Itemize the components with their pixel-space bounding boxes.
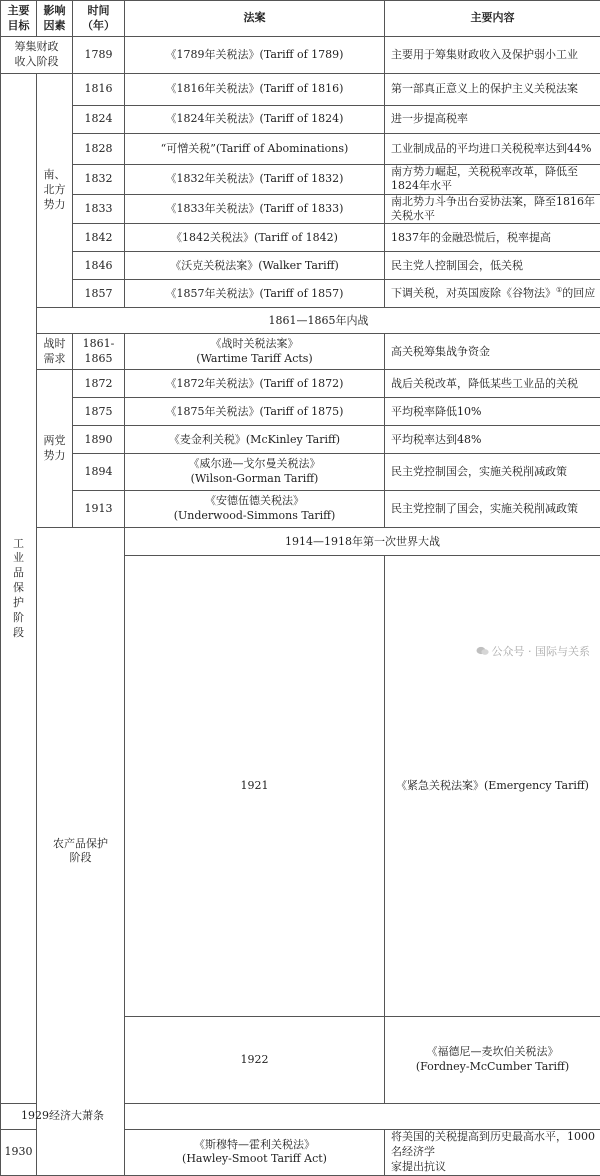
table-row xyxy=(1,280,600,308)
content-cell: 1837年的金融恐慌后，税率提高 xyxy=(385,224,600,252)
act-cell: 《1842关税法》(Tariff of 1842) xyxy=(125,224,385,252)
content-cell: 民主党人控制国会，低关税 xyxy=(385,252,600,280)
year-cell: 1857 xyxy=(73,280,125,308)
act-cell: 《麦金利关税》(McKinley Tariff) xyxy=(125,426,385,454)
factor-north-south: 南、 北方 势力 xyxy=(37,74,73,308)
content-cell: 战后关税改革，降低某些工业品的关税 xyxy=(385,370,600,398)
content-cell: 第一部真正意义上的保护主义关税法案 xyxy=(385,74,600,106)
act-cell: 《1833年关税法》(Tariff of 1833) xyxy=(125,194,385,224)
content-text-tail: 的回应 xyxy=(562,287,595,300)
table-row xyxy=(1,252,600,280)
table-row xyxy=(1,528,600,556)
year-cell: 1789 xyxy=(73,37,125,74)
table-row xyxy=(1,194,600,224)
act-cell: 《战时关税法案》 (Wartime Tariff Acts) xyxy=(125,334,385,370)
year-cell: 1842 xyxy=(73,224,125,252)
content-cell: 南方势力崛起，关税税率改革，降低至1824年水平 xyxy=(385,165,600,195)
act-cell: 《1816年关税法》(Tariff of 1816) xyxy=(125,74,385,106)
act-cell: 《威尔逊—戈尔曼关税法》 (Wilson-Gorman Tariff) xyxy=(125,454,385,491)
factor-wartime: 战时 需求 xyxy=(37,334,73,370)
year-cell: 1922 xyxy=(125,1017,385,1104)
content-text: 下调关税，对英国废除《谷物法》 xyxy=(391,287,556,300)
header-main-goal: 主要 目标 xyxy=(1,1,37,37)
footnote-marker: ① xyxy=(556,286,562,294)
header-factor: 影响 因素 xyxy=(37,1,73,37)
year-cell: 1816 xyxy=(73,74,125,106)
act-cell: 《1857年关税法》(Tariff of 1857) xyxy=(125,280,385,308)
content-cell xyxy=(385,280,600,308)
watermark xyxy=(476,643,591,659)
table-row xyxy=(1,134,600,165)
content-cell: 民主党控制国会，实施关税削减政策 xyxy=(385,454,600,491)
header-year: 时间 （年） xyxy=(73,1,125,37)
content-cell: 南北势力斗争出台妥协法案，降至1816年关税水平 xyxy=(385,194,600,224)
table-row xyxy=(1,370,600,398)
table-row xyxy=(1,398,600,426)
year-cell: 1921 xyxy=(125,556,385,1017)
act-cell: 《1824年关税法》(Tariff of 1824) xyxy=(125,106,385,134)
table-row xyxy=(1,334,600,370)
act-cell: 《福德尼—麦坎伯关税法》 (Fordney-McCumber Tariff) xyxy=(385,1017,600,1104)
table-row xyxy=(1,224,600,252)
content-cell: 进一步提高税率 xyxy=(385,106,600,134)
act-cell: 《1789年关税法》(Tariff of 1789) xyxy=(125,37,385,74)
content-cell: 主要用于筹集财政收入及保护弱小工业 xyxy=(385,37,600,74)
year-cell: 1828 xyxy=(73,134,125,165)
header-content: 主要内容 xyxy=(385,1,600,37)
event-great-depression: 1929经济大萧条 xyxy=(1,1104,125,1130)
year-cell: 1930 xyxy=(1,1130,37,1176)
year-cell: 1875 xyxy=(73,398,125,426)
table-row xyxy=(1,106,600,134)
phase-label-fiscal: 筹集财政 收入阶段 xyxy=(1,37,73,74)
header-act: 法案 xyxy=(125,1,385,37)
act-cell: 《1872年关税法》(Tariff of 1872) xyxy=(125,370,385,398)
table-row xyxy=(1,308,600,334)
year-cell: 1833 xyxy=(73,194,125,224)
year-cell: 1832 xyxy=(73,165,125,195)
content-cell: 平均税率达到48% xyxy=(385,426,600,454)
wechat-icon xyxy=(476,646,489,656)
act-cell: 《沃克关税法案》(Walker Tariff) xyxy=(125,252,385,280)
event-ww1: 1914—1918年第一次世界大战 xyxy=(125,528,600,556)
year-cell: 1913 xyxy=(73,491,125,528)
table-row xyxy=(1,165,600,195)
phase-label-agricultural: 农产品保护 阶段 xyxy=(37,528,125,1175)
watermark-text: 公众号 · 国际与关系 xyxy=(492,645,591,658)
act-cell: 《安德伍德关税法》 (Underwood-Simmons Tariff) xyxy=(125,491,385,528)
year-cell: 1846 xyxy=(73,252,125,280)
year-cell: 1824 xyxy=(73,106,125,134)
year-cell: 1861- 1865 xyxy=(73,334,125,370)
act-cell: 《斯穆特—霍利关税法》 (Hawley-Smoot Tariff Act) xyxy=(125,1130,385,1176)
content-cell: 平均税率降低10% xyxy=(385,398,600,426)
act-cell: 《1875年关税法》(Tariff of 1875) xyxy=(125,398,385,426)
year-cell: 1894 xyxy=(73,454,125,491)
table-row xyxy=(1,37,600,74)
content-cell: 高关税筹集战争资金 xyxy=(385,334,600,370)
act-cell: “可憎关税”(Tariff of Abominations) xyxy=(125,134,385,165)
content-cell: 工业制成品的平均进口关税税率达到44% xyxy=(385,134,600,165)
factor-two-parties: 两党 势力 xyxy=(37,370,73,528)
event-civil-war: 1861—1865年内战 xyxy=(37,308,600,334)
act-cell: 《紧急关税法案》(Emergency Tariff) xyxy=(385,556,600,1017)
table-row xyxy=(1,426,600,454)
content-cell: 民主党控制了国会，实施关税削减政策 xyxy=(385,491,600,528)
act-cell: 《1832年关税法》(Tariff of 1832) xyxy=(125,165,385,195)
year-cell: 1890 xyxy=(73,426,125,454)
table-row xyxy=(1,454,600,491)
content-cell: 将美国的关税提高到历史最高水平，1000名经济学 家提出抗议 xyxy=(385,1130,600,1176)
table-row xyxy=(1,74,600,106)
table-header-row xyxy=(1,1,600,37)
table-row xyxy=(1,491,600,528)
table-row xyxy=(1,1104,600,1130)
phase-label-industrial: 工 业 品 保 护 阶 段 xyxy=(1,74,37,1104)
year-cell: 1872 xyxy=(73,370,125,398)
